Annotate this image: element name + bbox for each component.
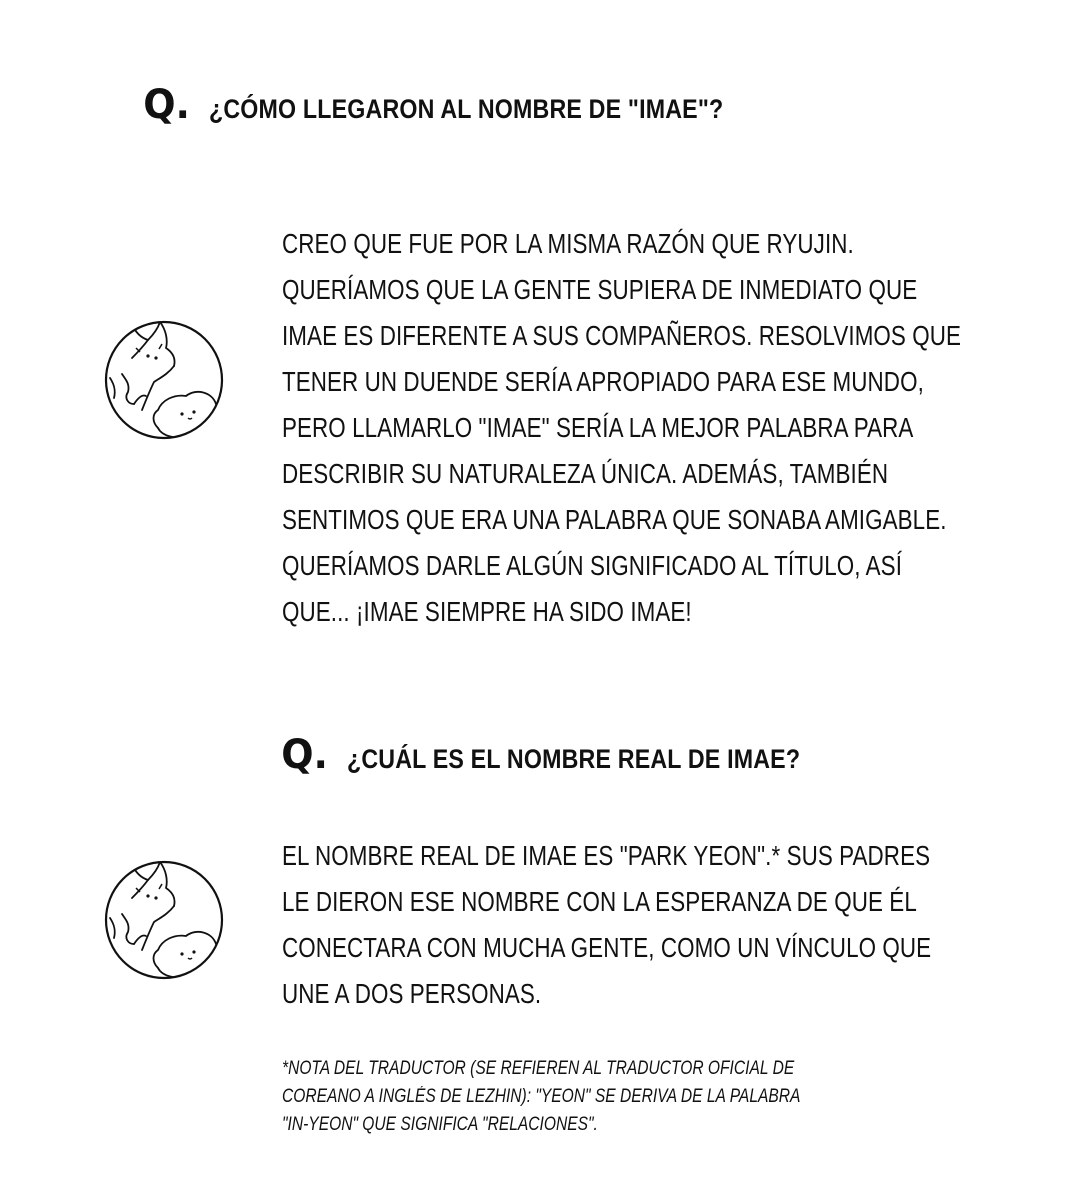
translator-note	[282, 1055, 914, 1139]
question-mark-label: Q.	[281, 732, 328, 778]
answer-2	[282, 833, 1080, 1017]
question-1-text: ¿CÓMO LLEGARON AL NOMBRE DE "IMAE"?	[209, 94, 724, 124]
answer-2-line: UNE A DOS PERSONAS.	[282, 978, 542, 1009]
answer-1-line: TENER UN DUENDE SERÍA APROPIADO PARA ESE MUNDO,	[282, 366, 924, 397]
answer-1-line: PERO LLAMARLO "IMAE" SERÍA LA MEJOR PALABRA PARA	[282, 412, 914, 443]
answer-1-line: QUE... ¡IMAE SIEMPRE HA SIDO IMAE!	[282, 596, 692, 627]
question-1-heading	[142, 82, 807, 128]
interviewee-avatar-icon	[102, 858, 226, 982]
answer-1	[282, 221, 1080, 635]
answer-2-line: EL NOMBRE REAL DE IMAE ES "PARK YEON".* SUS PADRES	[282, 840, 931, 871]
interviewee-avatar-icon	[102, 318, 226, 442]
translator-note-line: *NOTA DEL TRADUCTOR (SE REFIEREN AL TRADUCTOR OFICIAL DE	[282, 1058, 795, 1079]
question-2-text: ¿CUÁL ES EL NOMBRE REAL DE IMAE?	[347, 744, 801, 774]
answer-1-line: QUERÍAMOS QUE LA GENTE SUPIERA DE INMEDIATO QUE	[282, 274, 918, 305]
question-2-heading	[280, 732, 874, 778]
answer-2-line: LE DIERON ESE NOMBRE CON LA ESPERANZA DE QUE ÉL	[282, 886, 917, 917]
answer-2-line: CONECTARA CON MUCHA GENTE, COMO UN VÍNCULO QUE	[282, 932, 932, 963]
answer-1-line: CREO QUE FUE POR LA MISMA RAZÓN QUE RYUJIN.	[282, 228, 854, 259]
question-mark-label: Q.	[143, 82, 190, 128]
answer-1-line: QUERÍAMOS DARLE ALGÚN SIGNIFICADO AL TÍTULO, ASÍ	[282, 550, 902, 581]
translator-note-line: COREANO A INGLÉS DE LEZHIN): "YEON" SE DERIVA DE LA PALABRA	[282, 1086, 801, 1107]
translator-note-line: "IN-YEON" QUE SIGNIFICA "RELACIONES".	[282, 1114, 598, 1135]
answer-1-line: DESCRIBIR SU NATURALEZA ÚNICA. ADEMÁS, TAMBIÉN	[282, 458, 889, 489]
answer-1-line: IMAE ES DIFERENTE A SUS COMPAÑEROS. RESOLVIMOS QUE	[282, 320, 962, 351]
answer-1-line: SENTIMOS QUE ERA UNA PALABRA QUE SONABA AMIGABLE.	[282, 504, 947, 535]
